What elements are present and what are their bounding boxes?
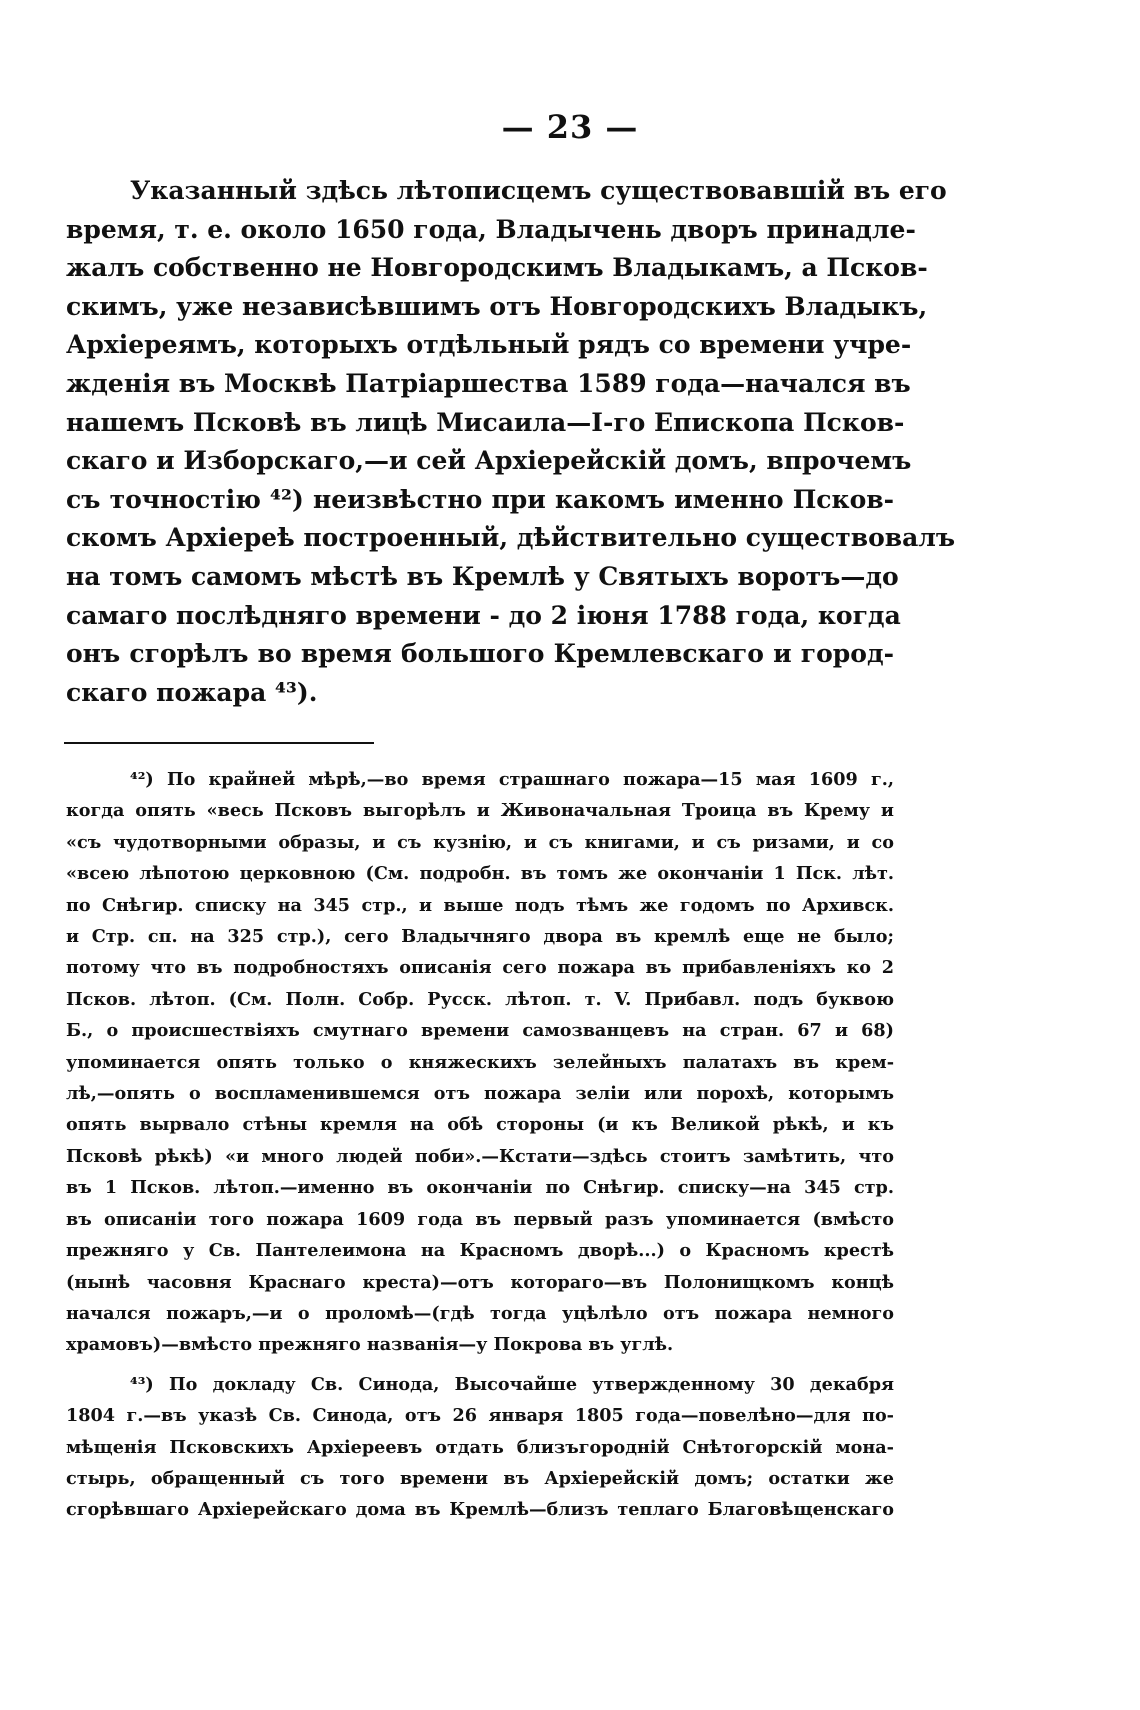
text-line: самаго послѣдняго времени - до 2 іюня 1788 года, когда xyxy=(66,600,901,630)
footnote-line: начался пожаръ,—и о проломѣ—(гдѣ тогда уцѣлѣло отъ пожара немного xyxy=(66,1302,894,1324)
footnote-43 xyxy=(66,1369,894,1526)
footnote-line: стырь, обращенный съ того времени въ Архіерейскій домъ; остатки же xyxy=(66,1467,894,1489)
footnote-line: въ описаніи того пожара 1609 года въ первый разъ упоминается (вмѣсто xyxy=(66,1208,894,1230)
text-line: жалъ собственно не Новгородскимъ Владыкамъ, а Псков- xyxy=(66,253,928,283)
text-line: онъ сгорѣлъ во время большого Кремлевскаго и город- xyxy=(66,639,894,669)
text-line: скомъ Архіереѣ построенный, дѣйствительно существовалъ xyxy=(66,523,956,553)
footnote-line: Б., о происшествіяхъ смутнаго времени самозванцевъ на стран. 67 и 68) xyxy=(66,1020,894,1042)
text-line: Архіереямъ, которыхъ отдѣльный рядъ со времени учре- xyxy=(66,330,912,360)
page-number: — 23 — xyxy=(501,108,639,146)
main-paragraph xyxy=(66,172,956,712)
footnote-line: ⁴³) По докладу Св. Синода, Высочайше утвержденному 30 декабря xyxy=(130,1373,894,1395)
text-line: жденія въ Москвѣ Патріаршества 1589 года—начался въ xyxy=(66,368,911,398)
text-line: нашемъ Псковѣ въ лицѣ Мисаила—I-го Епископа Псков- xyxy=(66,407,905,437)
text-line: скимъ, уже независѣвшимъ отъ Новгородскихъ Владыкъ, xyxy=(66,291,928,321)
footnote-line: Псковѣ рѣкѣ) «и много людей поби».—Кстати—здѣсь стоитъ замѣтить, что xyxy=(66,1145,894,1167)
footnote-line: лѣ,—опять о воспламенившемся отъ пожара зеліи или порохѣ, которымъ xyxy=(66,1083,894,1105)
footnote-line: (нынѣ часовня Краснаго креста)—отъ котораго—въ Полонищкомъ концѣ xyxy=(66,1271,894,1293)
footnote-line: ⁴²) По крайней мѣрѣ,—во время страшнаго пожара—15 мая 1609 г., xyxy=(130,769,894,790)
text-line: Указанный здѣсь лѣтописцемъ существовавшій въ его xyxy=(130,176,947,205)
footnote-line: 1804 г.—въ указѣ Св. Синода, отъ 26 января 1805 года—повелѣно—для по- xyxy=(66,1405,894,1427)
footnote-separator xyxy=(64,742,374,744)
footnote-line: по Снѣгир. списку на 345 стр., и выше подъ тѣмъ же годомъ по Архивск. xyxy=(66,894,894,916)
footnote-line: когда опять «весь Псковъ выгорѣлъ и Живоначальная Троица въ Крему и xyxy=(66,800,894,822)
footnote-line: «всею лѣпотою церковною (См. подробн. въ томъ же окончаніи 1 Пск. лѣт. xyxy=(66,863,894,885)
footnote-42 xyxy=(66,764,894,1361)
footnote-line: опять вырвало стѣны кремля на обѣ стороны (и къ Великой рѣкѣ, и къ xyxy=(66,1114,894,1136)
footnote-line: прежняго у Св. Пантелеимона на Красномъ дворѣ...) о Красномъ крестѣ xyxy=(66,1240,894,1262)
footnote-line: упоминается опять только о княжескихъ зелейныхъ палатахъ въ крем- xyxy=(66,1051,894,1073)
footnote-line: мѣщенія Псковскихъ Архіереевъ отдать близъгородній Снѣтогорскій мона- xyxy=(66,1436,894,1458)
text-line: скаго пожара ⁴³). xyxy=(66,677,318,707)
footnote-line: сгорѣвшаго Архіерейскаго дома въ Кремлѣ—близъ теплаго Благовѣщенскаго xyxy=(66,1499,894,1521)
text-line: время, т. е. около 1650 года, Владычень дворъ принадле- xyxy=(66,214,916,244)
footnote-line: и Стр. сп. на 325 стр.), сего Владычняго двора въ кремлѣ еще не было; xyxy=(66,926,894,948)
footnote-line: храмовъ)—вмѣсто прежняго названія—у Покрова въ углѣ. xyxy=(66,1334,674,1356)
text-line: съ точностію ⁴²) неизвѣстно при какомъ именно Псков- xyxy=(66,484,894,514)
text-line: скаго и Изборскаго,—и сей Архіерейскій домъ, впрочемъ xyxy=(66,446,912,476)
footnote-line: въ 1 Псков. лѣтоп.—именно въ окончаніи по Снѣгир. списку—на 345 стр. xyxy=(66,1177,894,1199)
footnote-line: Псков. лѣтоп. (См. Полн. Собр. Русск. лѣтоп. т. V. Прибавл. подъ буквою xyxy=(66,988,894,1010)
text-line: на томъ самомъ мѣстѣ въ Кремлѣ у Святыхъ воротъ—до xyxy=(66,561,899,591)
footnote-line: «съ чудотворными образы, и съ кузнію, и съ книгами, и съ ризами, и со xyxy=(66,831,894,853)
footnotes xyxy=(66,764,894,1526)
footnote-line: потому что въ подробностяхъ описанія сего пожара въ прибавленіяхъ ко 2 xyxy=(66,957,894,979)
